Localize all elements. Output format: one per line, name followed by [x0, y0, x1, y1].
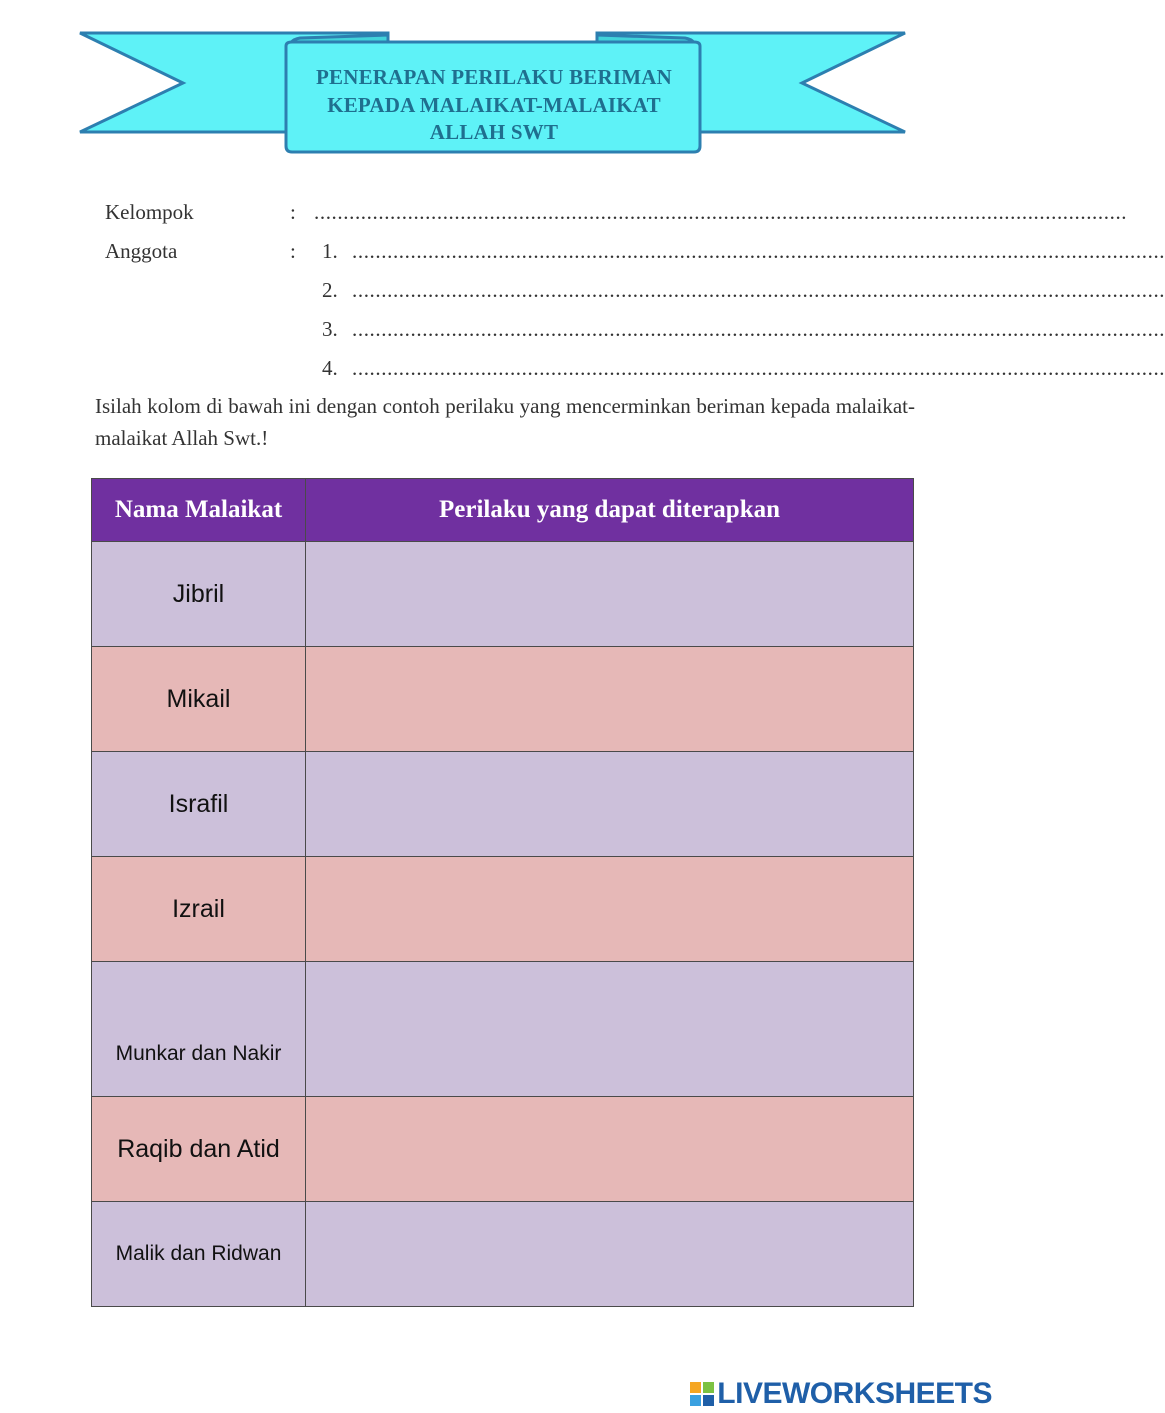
answer-cell[interactable] — [306, 1202, 914, 1307]
header-nama-malaikat: Nama Malaikat — [92, 479, 306, 542]
anggota-row-1 — [0, 239, 1165, 267]
anggota-row-3 — [0, 317, 1165, 345]
malaikat-name-cell: Mikail — [92, 647, 306, 752]
answer-cell[interactable] — [306, 542, 914, 647]
table-row — [92, 1097, 914, 1202]
answer-cell[interactable] — [306, 962, 914, 1097]
kelompok-colon: : — [290, 200, 296, 224]
table-row — [92, 752, 914, 857]
logo-block-v — [690, 1395, 701, 1406]
logo-block-l — [690, 1382, 701, 1393]
worksheet-title — [292, 64, 696, 147]
malaikat-name-cell: Raqib dan Atid — [92, 1097, 306, 1202]
malaikat-name-cell: Israfil — [92, 752, 306, 857]
kelompok-input-line[interactable]: ........................................................................................................................................... — [314, 200, 1128, 224]
anggota-row-2 — [0, 278, 1165, 306]
table-row — [92, 962, 914, 1097]
answer-cell[interactable] — [306, 752, 914, 857]
logo-blocks-icon — [690, 1382, 714, 1406]
malaikat-table — [91, 478, 914, 1307]
title-line-1: PENERAPAN PERILAKU BERIMAN — [316, 65, 672, 89]
instructions-text: Isilah kolom di bawah ini dengan contoh perilaku yang mencerminkan beriman kepada malaikat-malaikat Allah Swt.! — [95, 394, 915, 450]
member-number-1: 1. — [322, 239, 338, 263]
logo-block-e — [703, 1395, 714, 1406]
member-input-line-2[interactable]: ........................................................................................................................................... — [352, 278, 1165, 302]
malaikat-name-cell: Jibril — [92, 542, 306, 647]
kelompok-row — [0, 200, 1128, 228]
member-input-line-4[interactable]: ........................................................................................................................................... — [352, 356, 1165, 380]
table-row — [92, 542, 914, 647]
member-input-line-1[interactable]: ........................................................................................................................................... — [352, 239, 1165, 263]
malaikat-name-cell: Izrail — [92, 857, 306, 962]
malaikat-name-cell: Munkar dan Nakir — [92, 962, 306, 1097]
title-line-3: ALLAH SWT — [429, 120, 559, 144]
member-number-2: 2. — [322, 278, 338, 302]
anggota-colon: : — [290, 239, 296, 263]
answer-cell[interactable] — [306, 647, 914, 752]
liveworksheets-logo[interactable] — [690, 1376, 992, 1412]
answer-cell[interactable] — [306, 1097, 914, 1202]
answer-cell[interactable] — [306, 857, 914, 962]
table-row — [92, 647, 914, 752]
table-row — [92, 1202, 914, 1307]
anggota-label: Anggota — [105, 239, 178, 263]
logo-block-i — [703, 1382, 714, 1393]
member-number-4: 4. — [322, 356, 338, 380]
table-header-row — [92, 479, 914, 542]
title-line-2: KEPADA MALAIKAT-MALAIKAT — [327, 92, 661, 117]
malaikat-name-cell: Malik dan Ridwan — [92, 1202, 306, 1307]
member-number-3: 3. — [322, 317, 338, 341]
logo-text: LIVEWORKSHEETS — [717, 1377, 992, 1410]
table-row — [92, 857, 914, 962]
header-perilaku: Perilaku yang dapat diterapkan — [306, 479, 914, 542]
kelompok-label: Kelompok — [105, 200, 194, 224]
anggota-row-4 — [0, 356, 1165, 384]
member-input-line-3[interactable]: ........................................................................................................................................... — [352, 317, 1165, 341]
